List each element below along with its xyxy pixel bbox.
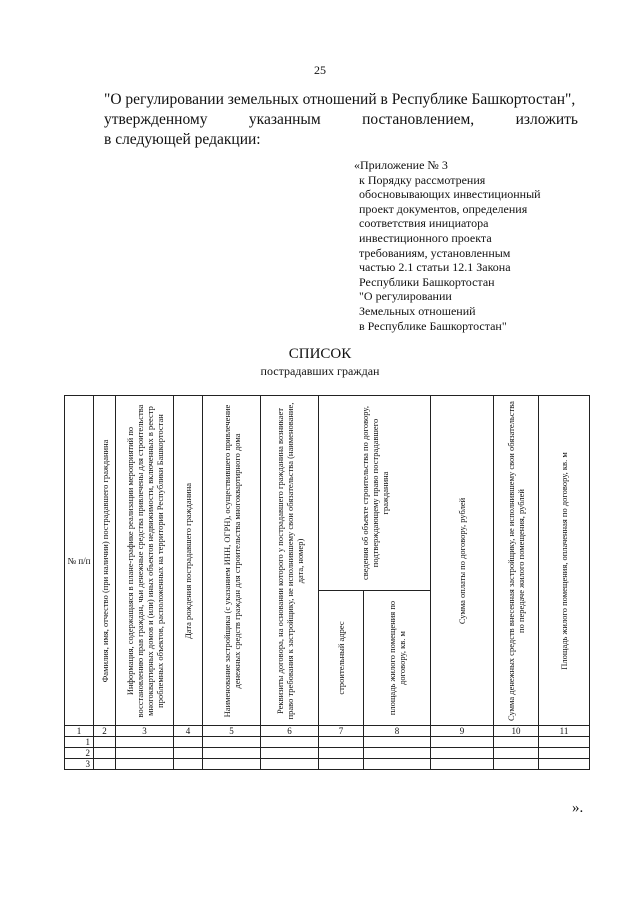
table-cell <box>364 759 431 770</box>
row-number: 3 <box>65 759 94 770</box>
table-cell <box>174 748 203 759</box>
appendix-line: к Порядку рассмотрения <box>359 172 486 187</box>
table-cell <box>174 759 203 770</box>
appendix-line: "О регулировании <box>359 289 452 304</box>
table-row <box>65 737 590 748</box>
closing-mark: ». <box>572 800 584 816</box>
header-developer-name-text: Наименование застройщика (с указанием ИНН, ОГРН), осуществившего привлечение денежных средств граждан для строительства многоквартирного дома <box>221 404 242 717</box>
appendix-line: обосновывающих инвестиционный <box>359 187 541 202</box>
header-schedule-info-text: Информация, содержащаяся в плане-графике реализации мероприятий по восстановлению прав граждан, чьи денежные средства привлечены для строительства многоквартирных домов и (или) иных объектов недвижимости, включенных в реестр проблемных объектов, расположенных на территории Республики Башкортостан <box>124 404 165 717</box>
table-cell <box>319 737 364 748</box>
table-cell <box>431 748 494 759</box>
table-cell <box>539 748 590 759</box>
header-schedule-info <box>116 396 174 726</box>
appendix-line: частью 2.1 статьи 12.1 Закона <box>359 260 511 275</box>
table-cell <box>203 737 261 748</box>
page-number: 25 <box>314 63 326 77</box>
appendix-line: «Приложение № 3 <box>354 158 448 172</box>
column-number: 2 <box>94 726 116 737</box>
header-full-name-text: Фамилия, имя, отчество (при наличии) пострадавшего гражданина <box>99 439 110 682</box>
table-cell <box>431 759 494 770</box>
victims-table <box>64 395 590 770</box>
column-number: 1 <box>65 726 94 737</box>
table-cell <box>261 748 319 759</box>
header-object-info <box>319 396 431 591</box>
appendix-note <box>354 158 594 333</box>
column-number: 8 <box>364 726 431 737</box>
header-contract-details-text: Реквизиты договора, на основании которого у пострадавшего гражданина возникает право требования к застройщику, не исполнившему свои обязательства (наименование, дата, номер) <box>274 402 305 719</box>
row-number: 1 <box>65 737 94 748</box>
header-paid-area <box>539 396 590 726</box>
header-contract-details <box>261 396 319 726</box>
column-number: 7 <box>319 726 364 737</box>
header-contract-area-text: площадь жилого помещения по договору, кв. м <box>387 600 407 716</box>
header-payment-amount <box>431 396 494 726</box>
column-number: 9 <box>431 726 494 737</box>
table-cell <box>539 737 590 748</box>
table-cell <box>116 748 174 759</box>
list-subtitle: пострадавших граждан <box>260 364 380 378</box>
intro-word: постановлением, <box>362 111 475 128</box>
intro-word: указанным <box>248 111 321 128</box>
appendix-line: инвестиционного проекта <box>359 230 492 245</box>
header-construction-address <box>319 591 364 726</box>
column-number: 5 <box>203 726 261 737</box>
appendix-line: проект документов, определения <box>359 201 528 216</box>
table-cell <box>94 748 116 759</box>
column-number: 6 <box>261 726 319 737</box>
header-object-info-text: сведения об объекте строительства по договору, подтверждающему право пострадавшего гражданина <box>359 406 390 580</box>
header-full-name <box>94 396 116 726</box>
column-number: 11 <box>539 726 590 737</box>
header-deposited-amount <box>494 396 539 726</box>
header-birth-date-text: Дата рождения пострадавшего гражданина <box>183 482 193 639</box>
table-row <box>65 759 590 770</box>
table-row <box>65 748 590 759</box>
table-cell <box>116 759 174 770</box>
intro-paragraph <box>104 90 578 150</box>
table-cell <box>203 748 261 759</box>
table-cell <box>261 759 319 770</box>
header-construction-address-text: строительный адрес <box>336 621 346 695</box>
header-row-number: № п/п <box>65 396 94 726</box>
table-cell <box>539 759 590 770</box>
table-cell <box>174 737 203 748</box>
table-cell <box>364 748 431 759</box>
table-cell <box>203 759 261 770</box>
intro-line-2 <box>104 110 578 130</box>
header-birth-date <box>174 396 203 726</box>
row-number: 2 <box>65 748 94 759</box>
list-title: СПИСОК <box>288 346 352 362</box>
header-payment-amount-text: Сумма оплаты по договору, рублей <box>457 497 467 624</box>
table-cell <box>94 759 116 770</box>
appendix-line: Земельных отношений <box>359 303 476 318</box>
column-number: 3 <box>116 726 174 737</box>
header-contract-area <box>364 591 431 726</box>
table-cell <box>319 759 364 770</box>
intro-line-3: в следующей редакции: <box>104 131 261 148</box>
table-cell <box>431 737 494 748</box>
appendix-line: соответствия инициатора <box>359 216 489 231</box>
appendix-line: в Республике Башкортостан" <box>359 318 507 333</box>
table-cell <box>494 748 539 759</box>
appendix-line: требованиям, установленным <box>359 245 511 260</box>
header-developer-name <box>203 396 261 726</box>
table-cell <box>319 748 364 759</box>
column-number: 10 <box>494 726 539 737</box>
table-cell <box>364 737 431 748</box>
column-number-row <box>65 726 590 737</box>
table-cell <box>494 759 539 770</box>
intro-word: изложить <box>515 111 578 128</box>
header-paid-area-text: Площадь жилого помещения, оплаченная по договору, кв. м <box>559 451 569 670</box>
intro-line-1: "О регулировании земельных отношений в Республике Башкортостан", <box>104 91 576 108</box>
intro-word: утвержденному <box>104 111 208 128</box>
table-cell <box>494 737 539 748</box>
appendix-line: Республики Башкортостан <box>359 274 495 289</box>
table-cell <box>261 737 319 748</box>
header-deposited-amount-text: Сумма денежных средств внесенная застройщику, не исполнившему свои обязательства по передаче жилого помещения, рублей <box>506 400 526 721</box>
table-cell <box>94 737 116 748</box>
table-cell <box>116 737 174 748</box>
column-number: 4 <box>174 726 203 737</box>
